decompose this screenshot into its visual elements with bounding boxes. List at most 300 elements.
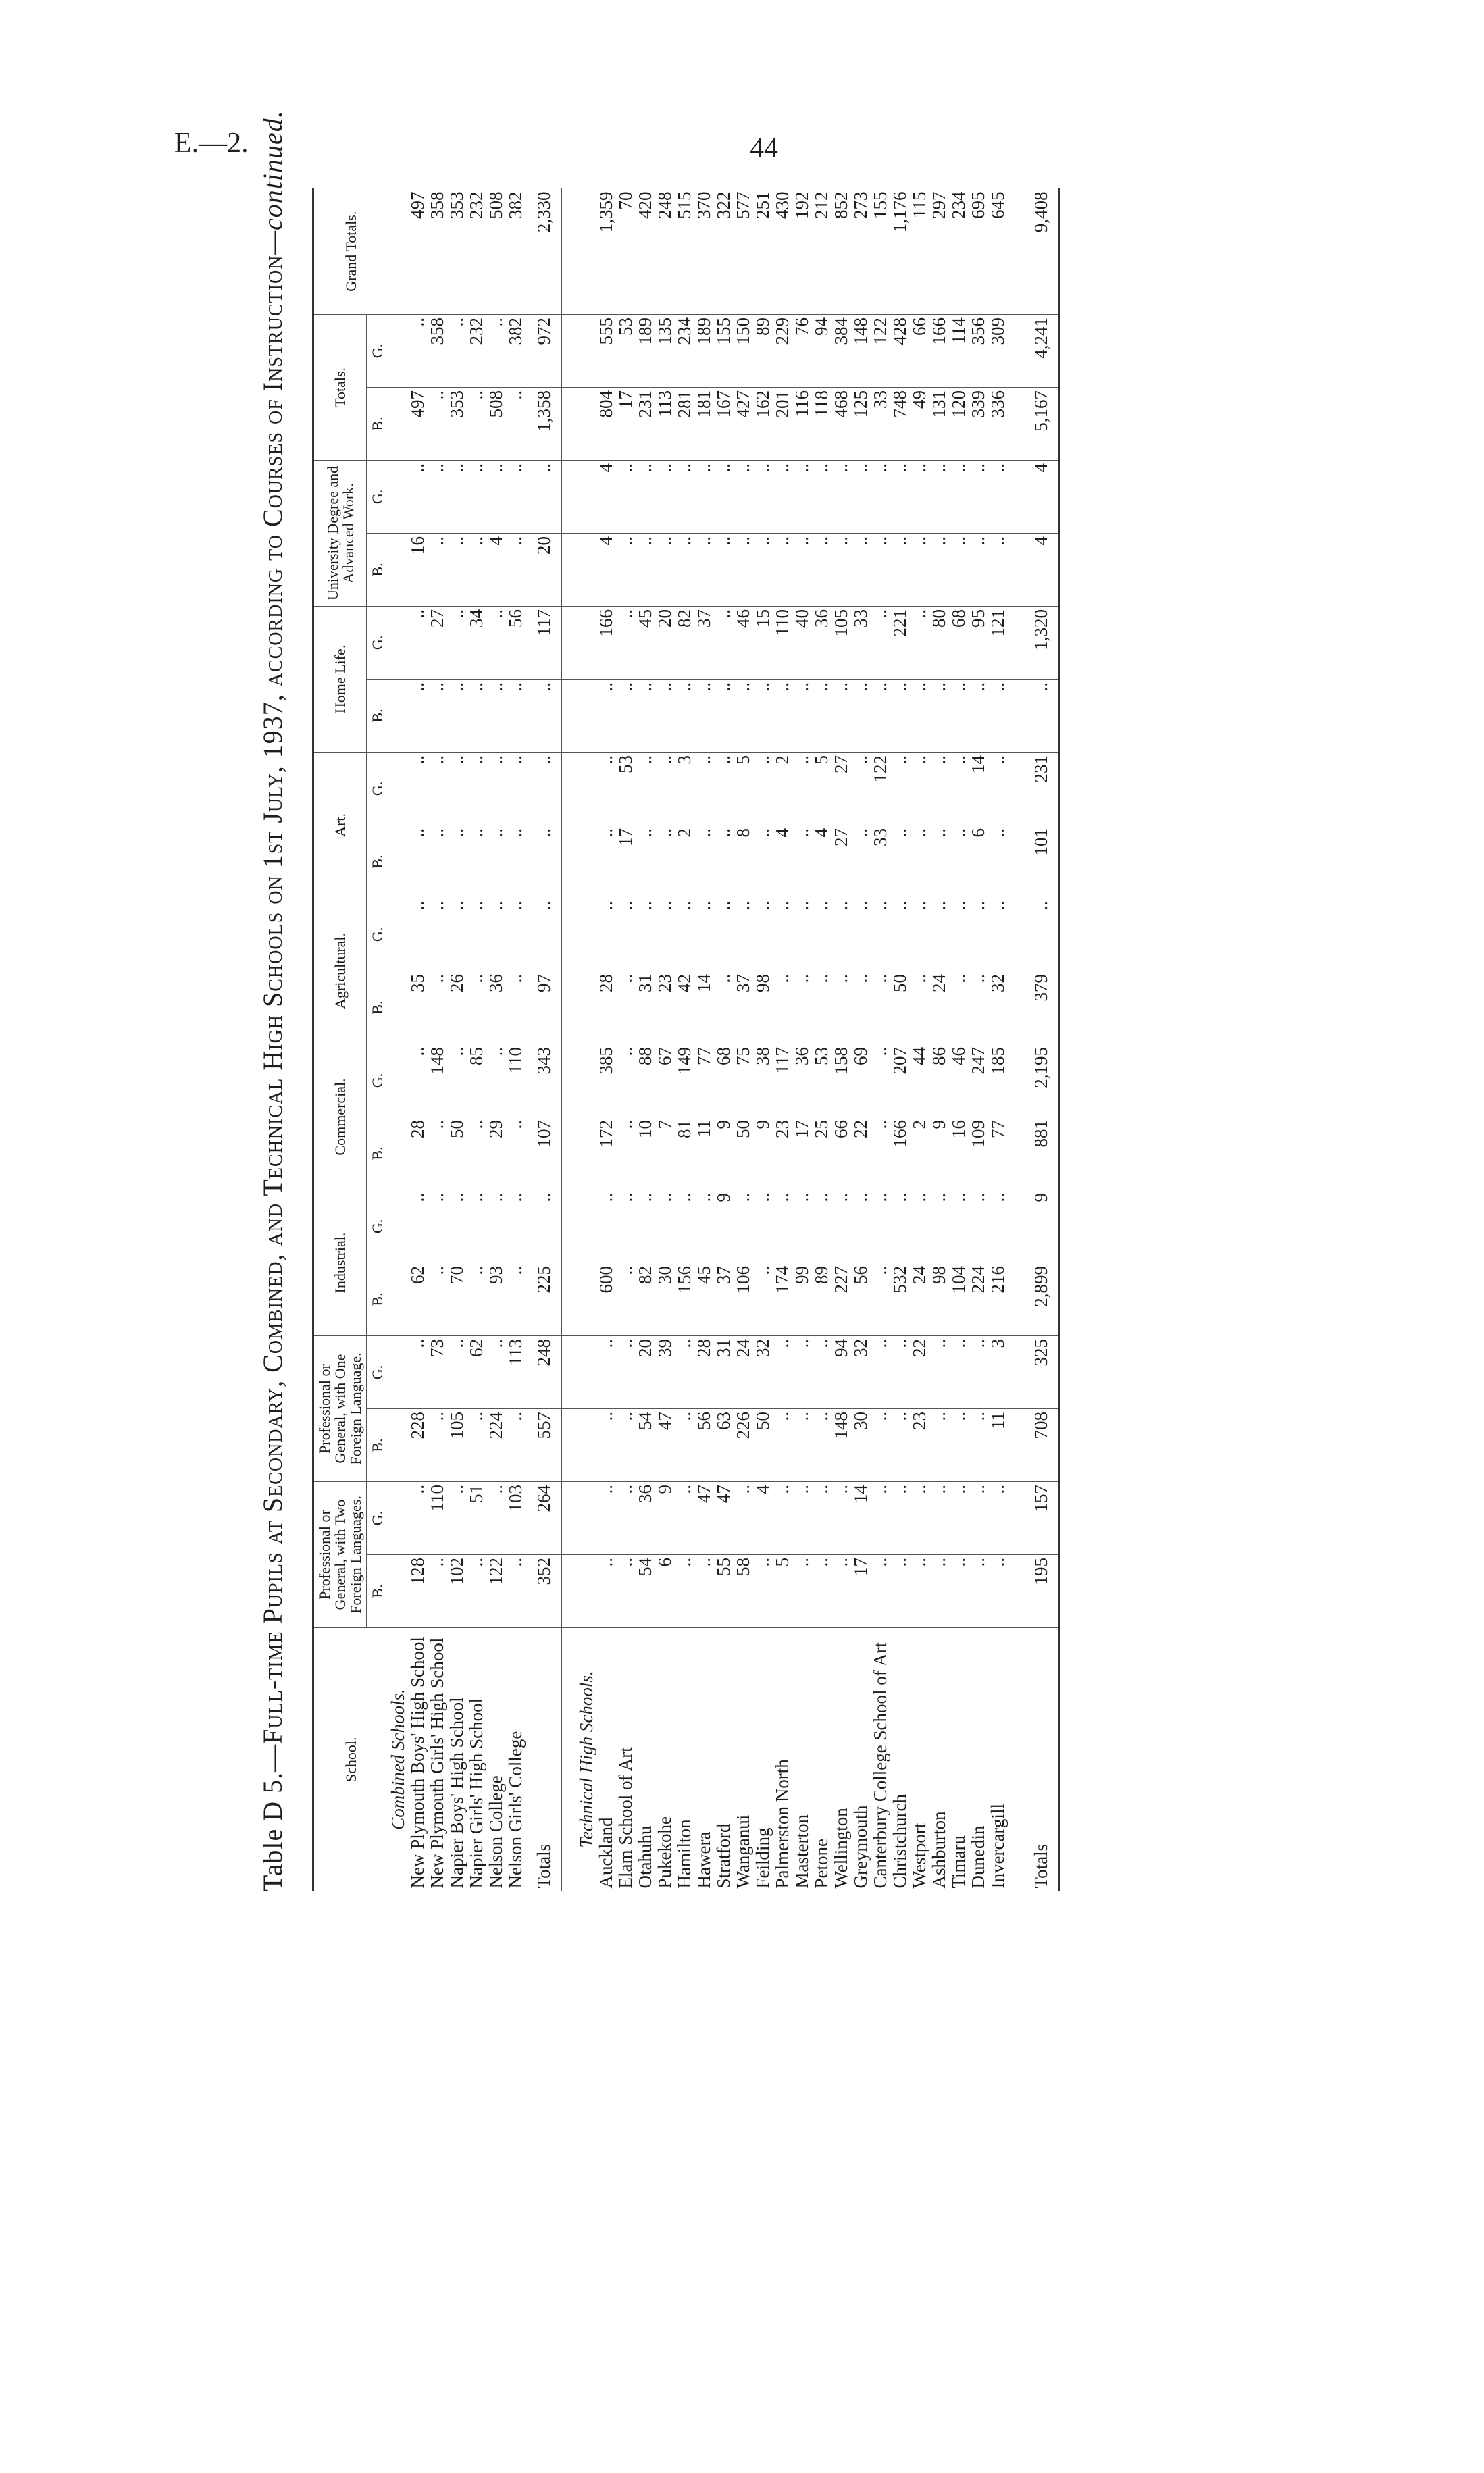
- value-cell: ..: [890, 1555, 910, 1628]
- title-main: Full-time Pupils at Secondary, Combined, and Technical High Schools on 1st July, 1937, according to Courses of Instruction: [257, 255, 288, 1744]
- value-cell: 172: [596, 1117, 616, 1190]
- value-cell: ..: [596, 1555, 616, 1628]
- school-name: [596, 1628, 616, 1891]
- value-cell: ..: [428, 898, 447, 971]
- value-cell: ..: [871, 1117, 890, 1190]
- value-cell: ..: [616, 1481, 636, 1554]
- header-group: Professional or General, with Two Foreign Languages.: [313, 1481, 367, 1627]
- empty-cell: [388, 460, 409, 533]
- value-cell: 532: [890, 1263, 910, 1335]
- value-cell: ..: [890, 1481, 910, 1554]
- empty-cell: [562, 679, 578, 752]
- value-cell: 150: [734, 314, 753, 387]
- value-cell: ..: [949, 460, 969, 533]
- value-cell: ..: [910, 679, 929, 752]
- value-cell: 174: [773, 1263, 792, 1335]
- value-cell: ..: [447, 1335, 467, 1408]
- empty-cell: [1008, 1263, 1023, 1335]
- value-cell: ..: [753, 825, 773, 898]
- empty-cell: [388, 533, 409, 606]
- value-cell: 166: [929, 314, 949, 387]
- value-cell: ..: [1023, 679, 1060, 752]
- value-cell: ..: [988, 825, 1008, 898]
- value-cell: 63: [714, 1408, 734, 1481]
- school-name: [851, 1628, 871, 1891]
- value-cell: 353: [447, 387, 467, 460]
- value-cell: ..: [428, 971, 447, 1044]
- value-cell: 14: [969, 752, 988, 825]
- table-row: [734, 188, 753, 1891]
- value-cell: ..: [506, 1190, 526, 1263]
- school-name: [988, 1628, 1008, 1891]
- table-row: [773, 188, 792, 1891]
- page-header-code: E.—2.: [174, 128, 249, 159]
- table-row: [428, 188, 447, 1891]
- value-cell: ..: [467, 533, 486, 606]
- school-name: [675, 1628, 694, 1891]
- value-cell: 105: [831, 606, 851, 679]
- value-cell: 9: [929, 1117, 949, 1190]
- school-name-text: Greymouth: [850, 1805, 871, 1889]
- value-cell: ..: [969, 679, 988, 752]
- table-row: [447, 188, 467, 1891]
- value-cell: ..: [988, 1190, 1008, 1263]
- value-cell: 53: [616, 314, 636, 387]
- school-name-text: Timaru: [948, 1835, 969, 1889]
- value-cell: 557: [526, 1408, 562, 1481]
- value-cell: 22: [910, 1335, 929, 1408]
- value-cell: 27: [831, 752, 851, 825]
- value-cell: ..: [694, 679, 714, 752]
- header-b: B.: [367, 1263, 388, 1335]
- header-g: G.: [367, 1190, 388, 1263]
- value-cell: 24: [734, 1335, 753, 1408]
- value-cell: ..: [969, 460, 988, 533]
- value-cell: ..: [929, 1481, 949, 1554]
- value-cell: ..: [910, 752, 929, 825]
- value-cell: 231: [1023, 752, 1060, 825]
- empty-cell: [1008, 314, 1023, 387]
- value-cell: ..: [831, 1555, 851, 1628]
- value-cell: ..: [792, 898, 812, 971]
- value-cell: 4: [596, 533, 616, 606]
- value-cell: 427: [734, 387, 753, 460]
- header-b: B.: [367, 679, 388, 752]
- school-name: [526, 1628, 562, 1891]
- value-cell: ..: [812, 1555, 831, 1628]
- value-cell: ..: [447, 1190, 467, 1263]
- value-cell: 110: [773, 606, 792, 679]
- value-cell: ..: [447, 460, 467, 533]
- empty-cell: [577, 606, 596, 679]
- value-cell: 94: [831, 1335, 851, 1408]
- value-cell: ..: [675, 533, 694, 606]
- value-cell: ..: [929, 1335, 949, 1408]
- value-cell: ..: [467, 825, 486, 898]
- value-cell: ..: [831, 460, 851, 533]
- empty-cell: [1008, 1481, 1023, 1554]
- value-cell: ..: [910, 898, 929, 971]
- value-cell: ..: [753, 1263, 773, 1335]
- value-cell: ..: [910, 1481, 929, 1554]
- school-name-text: Napier Girls' High School: [466, 1698, 487, 1889]
- value-cell: 234: [675, 314, 694, 387]
- value-cell: ..: [596, 1481, 616, 1554]
- value-cell: ..: [467, 898, 486, 971]
- value-cell: ..: [773, 971, 792, 1044]
- value-cell: ..: [467, 1190, 486, 1263]
- value-cell: ..: [812, 1335, 831, 1408]
- value-cell: ..: [929, 460, 949, 533]
- value-cell: 226: [734, 1408, 753, 1481]
- empty-cell: [1008, 1117, 1023, 1190]
- table-row: [969, 188, 988, 1891]
- header-g: G.: [367, 606, 388, 679]
- value-cell: 207: [890, 1044, 910, 1117]
- value-cell: ..: [506, 752, 526, 825]
- value-cell: ..: [616, 460, 636, 533]
- value-cell: 225: [526, 1263, 562, 1335]
- header-group: Agricultural.: [313, 898, 367, 1044]
- value-cell: 128: [408, 1555, 428, 1628]
- value-cell: ..: [871, 1263, 890, 1335]
- school-name: [753, 1628, 773, 1891]
- value-cell: 103: [506, 1481, 526, 1554]
- value-cell: ..: [988, 752, 1008, 825]
- value-cell: ..: [792, 1555, 812, 1628]
- value-cell: 309: [988, 314, 1008, 387]
- empty-cell: [562, 1628, 578, 1891]
- table-row: [812, 188, 831, 1891]
- value-cell: ..: [486, 606, 506, 679]
- value-cell: ..: [467, 1408, 486, 1481]
- value-cell: 44: [910, 1044, 929, 1117]
- value-cell: ..: [910, 533, 929, 606]
- value-cell: ..: [408, 679, 428, 752]
- value-cell: ..: [467, 752, 486, 825]
- value-cell: ..: [447, 1481, 467, 1554]
- value-cell: ..: [871, 971, 890, 1044]
- empty-cell: [388, 188, 409, 314]
- empty-cell: [577, 314, 596, 387]
- value-cell: ..: [694, 460, 714, 533]
- value-cell: ..: [447, 825, 467, 898]
- table-row: [655, 188, 675, 1891]
- value-cell: 56: [506, 606, 526, 679]
- value-cell: 27: [428, 606, 447, 679]
- value-cell: ..: [851, 752, 871, 825]
- value-cell: ..: [890, 460, 910, 533]
- school-name-text: New Plymouth Boys' High School: [407, 1637, 428, 1889]
- empty-cell: [1008, 825, 1023, 898]
- value-cell: ..: [467, 387, 486, 460]
- value-cell: 67: [655, 1044, 675, 1117]
- value-cell: 107: [526, 1117, 562, 1190]
- value-cell: 247: [969, 1044, 988, 1117]
- value-cell: ..: [447, 1044, 467, 1117]
- value-cell: ..: [890, 1408, 910, 1481]
- empty-cell: [1008, 898, 1023, 971]
- value-cell: ..: [792, 971, 812, 1044]
- header-grand-totals: Grand Totals.: [313, 188, 388, 314]
- value-cell: ..: [506, 679, 526, 752]
- value-cell: 86: [929, 1044, 949, 1117]
- value-cell: ..: [675, 1335, 694, 1408]
- value-cell: 62: [467, 1335, 486, 1408]
- school-name-text: Elam School of Art: [615, 1747, 636, 1889]
- value-cell: ..: [616, 606, 636, 679]
- value-cell: 77: [694, 1044, 714, 1117]
- value-cell: 1,320: [1023, 606, 1060, 679]
- value-cell: ..: [949, 1481, 969, 1554]
- school-name-text: Westport: [909, 1822, 930, 1889]
- value-cell: ..: [871, 898, 890, 971]
- value-cell: ..: [969, 1335, 988, 1408]
- value-cell: 69: [851, 1044, 871, 1117]
- empty-cell: [388, 1481, 409, 1554]
- empty-cell: [1008, 679, 1023, 752]
- value-cell: ..: [714, 533, 734, 606]
- value-cell: 50: [447, 1117, 467, 1190]
- empty-cell: [388, 898, 409, 971]
- value-cell: 370: [694, 188, 714, 314]
- value-cell: ..: [428, 533, 447, 606]
- empty-cell: [577, 898, 596, 971]
- value-cell: ..: [871, 533, 890, 606]
- value-cell: 117: [773, 1044, 792, 1117]
- value-cell: 28: [596, 971, 616, 1044]
- value-cell: ..: [929, 1408, 949, 1481]
- value-cell: 322: [714, 188, 734, 314]
- empty-cell: [388, 679, 409, 752]
- value-cell: ..: [506, 971, 526, 1044]
- table-row: [408, 188, 428, 1891]
- value-cell: ..: [969, 1408, 988, 1481]
- value-cell: ..: [753, 898, 773, 971]
- value-cell: ..: [969, 1555, 988, 1628]
- value-cell: ..: [428, 825, 447, 898]
- value-cell: 113: [506, 1335, 526, 1408]
- value-cell: ..: [675, 1408, 694, 1481]
- value-cell: ..: [792, 1190, 812, 1263]
- value-cell: 38: [753, 1044, 773, 1117]
- value-cell: ..: [773, 1481, 792, 1554]
- value-cell: 221: [890, 606, 910, 679]
- value-cell: ..: [655, 825, 675, 898]
- value-cell: 36: [812, 606, 831, 679]
- value-cell: ..: [428, 387, 447, 460]
- school-name-text: Feilding: [752, 1827, 773, 1889]
- value-cell: 53: [616, 752, 636, 825]
- value-cell: 4: [1023, 533, 1060, 606]
- value-cell: ..: [408, 752, 428, 825]
- value-cell: 149: [675, 1044, 694, 1117]
- value-cell: 881: [1023, 1117, 1060, 1190]
- value-cell: 7: [655, 1117, 675, 1190]
- value-cell: ..: [890, 1335, 910, 1408]
- value-cell: 8: [734, 825, 753, 898]
- value-cell: ..: [616, 971, 636, 1044]
- value-cell: 17: [792, 1117, 812, 1190]
- value-cell: 105: [447, 1408, 467, 1481]
- school-name-text: Petone: [811, 1839, 832, 1889]
- value-cell: 76: [792, 314, 812, 387]
- header-group: Professional or General, with One Foreign Language.: [313, 1335, 367, 1481]
- value-cell: ..: [890, 825, 910, 898]
- value-cell: 166: [596, 606, 616, 679]
- value-cell: 37: [734, 971, 753, 1044]
- value-cell: 70: [447, 1263, 467, 1335]
- value-cell: 30: [851, 1408, 871, 1481]
- value-cell: 23: [773, 1117, 792, 1190]
- table-row: [949, 188, 969, 1891]
- empty-cell: [577, 1190, 596, 1263]
- value-cell: 27: [831, 825, 851, 898]
- value-cell: 89: [812, 1263, 831, 1335]
- value-cell: ..: [655, 460, 675, 533]
- value-cell: 224: [969, 1263, 988, 1335]
- value-cell: 273: [851, 188, 871, 314]
- empty-cell: [577, 188, 596, 314]
- school-name: [734, 1628, 753, 1891]
- value-cell: 17: [616, 825, 636, 898]
- value-cell: ..: [655, 1190, 675, 1263]
- school-name: [616, 1628, 636, 1891]
- value-cell: 248: [526, 1335, 562, 1408]
- value-cell: 9: [1023, 1190, 1060, 1263]
- empty-cell: [1008, 533, 1023, 606]
- value-cell: ..: [467, 1263, 486, 1335]
- value-cell: ..: [428, 679, 447, 752]
- school-name-text: Dunedin: [968, 1825, 989, 1889]
- empty-cell: [577, 460, 596, 533]
- value-cell: ..: [675, 1190, 694, 1263]
- value-cell: ..: [890, 1190, 910, 1263]
- value-cell: ..: [753, 460, 773, 533]
- value-cell: ..: [616, 1044, 636, 1117]
- value-cell: ..: [506, 825, 526, 898]
- value-cell: 5: [812, 752, 831, 825]
- value-cell: ..: [851, 460, 871, 533]
- header-group: Home Life.: [313, 606, 367, 752]
- value-cell: 11: [988, 1408, 1008, 1481]
- value-cell: ..: [486, 314, 506, 387]
- school-name: [1023, 1628, 1060, 1891]
- value-cell: ..: [616, 1335, 636, 1408]
- empty-cell: [577, 752, 596, 825]
- value-cell: ..: [792, 1335, 812, 1408]
- value-cell: ..: [447, 533, 467, 606]
- school-name-text: Masterton: [792, 1814, 813, 1889]
- value-cell: ..: [467, 1555, 486, 1628]
- empty-cell: [1008, 387, 1023, 460]
- value-cell: 66: [831, 1117, 851, 1190]
- school-name-text: Wellington: [831, 1808, 852, 1889]
- value-cell: 42: [675, 971, 694, 1044]
- value-cell: 102: [447, 1555, 467, 1628]
- school-name-text: Nelson College: [486, 1775, 507, 1889]
- header-g: G.: [367, 1481, 388, 1554]
- value-cell: 804: [596, 387, 616, 460]
- value-cell: 33: [851, 606, 871, 679]
- school-name-text: Totals: [533, 1843, 554, 1889]
- value-cell: ..: [655, 679, 675, 752]
- value-cell: ..: [929, 898, 949, 971]
- value-cell: 77: [988, 1117, 1008, 1190]
- empty-cell: [562, 1555, 578, 1628]
- value-cell: ..: [694, 825, 714, 898]
- value-cell: 15: [753, 606, 773, 679]
- value-cell: 22: [851, 1117, 871, 1190]
- empty-cell: [1008, 1628, 1023, 1891]
- empty-cell: [388, 752, 409, 825]
- table-row: [486, 188, 506, 1891]
- value-cell: 9: [655, 1481, 675, 1554]
- school-name: [467, 1628, 486, 1891]
- value-cell: 68: [949, 606, 969, 679]
- value-cell: 114: [949, 314, 969, 387]
- school-name: [447, 1628, 467, 1891]
- empty-cell: [577, 1481, 596, 1554]
- value-cell: 4: [812, 825, 831, 898]
- value-cell: 50: [753, 1408, 773, 1481]
- value-cell: ..: [949, 898, 969, 971]
- empty-cell: [562, 314, 578, 387]
- empty-cell: [577, 1555, 596, 1628]
- value-cell: ..: [988, 1481, 1008, 1554]
- value-cell: ..: [792, 533, 812, 606]
- value-cell: 25: [812, 1117, 831, 1190]
- value-cell: 155: [714, 314, 734, 387]
- value-cell: ..: [506, 533, 526, 606]
- value-cell: ..: [773, 679, 792, 752]
- empty-cell: [388, 1044, 409, 1117]
- empty-cell: [1008, 1555, 1023, 1628]
- school-name-text: Christchurch: [890, 1794, 911, 1889]
- value-cell: 110: [506, 1044, 526, 1117]
- value-cell: 101: [1023, 825, 1060, 898]
- value-cell: 708: [1023, 1408, 1060, 1481]
- empty-cell: [577, 533, 596, 606]
- table-row: [831, 188, 851, 1891]
- empty-cell: [562, 188, 578, 314]
- value-cell: 385: [596, 1044, 616, 1117]
- value-cell: 343: [526, 1044, 562, 1117]
- value-cell: 47: [714, 1481, 734, 1554]
- school-name-text: Hamilton: [674, 1819, 695, 1889]
- value-cell: ..: [408, 898, 428, 971]
- value-cell: 224: [486, 1408, 506, 1481]
- value-cell: 5,167: [1023, 387, 1060, 460]
- empty-cell: [388, 1190, 409, 1263]
- value-cell: ..: [949, 679, 969, 752]
- value-cell: 9: [714, 1190, 734, 1263]
- empty-cell: [1008, 971, 1023, 1044]
- value-cell: 81: [675, 1117, 694, 1190]
- section-row: [388, 188, 409, 1891]
- value-cell: 125: [851, 387, 871, 460]
- value-cell: 281: [675, 387, 694, 460]
- value-cell: ..: [831, 679, 851, 752]
- table-row: [871, 188, 890, 1891]
- value-cell: 358: [428, 314, 447, 387]
- value-cell: 26: [447, 971, 467, 1044]
- empty-cell: [562, 971, 578, 1044]
- value-cell: 30: [655, 1263, 675, 1335]
- empty-cell: [1008, 1408, 1023, 1481]
- school-name: [694, 1628, 714, 1891]
- value-cell: ..: [506, 387, 526, 460]
